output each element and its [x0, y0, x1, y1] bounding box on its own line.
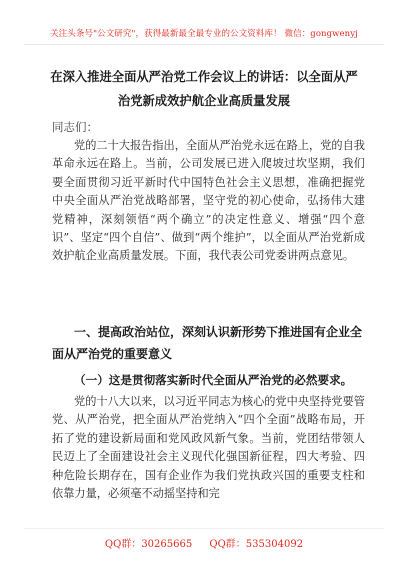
footer-contact: QQ群：30265665 QQ群：535304092: [104, 539, 304, 550]
document-title: 在深入推进全面从严治党工作会议上的讲话：以全面从严治党新成效护航企业高质量发展: [50, 69, 358, 108]
footer-divider: [24, 528, 384, 529]
subsection-heading: （一）这是贯彻落实新时代全面从严治党的必然要求。: [74, 373, 353, 387]
header-promo-note: 关注头条号"公文研究"，获得最新最全最专业的公文资料库！ 微信：gongwenyj: [50, 29, 358, 39]
header-divider: [24, 44, 384, 45]
body-paragraph: 党的十八大以来，以习近平同志为核心的党中央坚持党要管党、从严治党，把全面从严治党纳入“四个全面”战略布局，开拓了党的建设新局面和党风政风新气象。当前，党团结带领人民迈上了全面建设社会主义现代化强国新征程，四大考验、四种危险长期存在，国有企业作为我们党执政兴国的重要支柱和依靠力量，必须毫不动摇坚持和完: [52, 395, 365, 501]
body-paragraph: 党的二十大报告指出，全面从严治党永远在路上，党的自我革命永远在路上。当前，公司发展已进入爬坡过坎坚期，我们要全面贯彻习近平新时代中国特色社会主义思想，准确把握党中央全面从严治党战略部署，坚守党的初心使命，弘扬伟大建党精神，深刻领悟“两个确立”的决定性意义、增强“四个意识”、坚定“四个自信”、做到“两个维护”，以全面从严治党新成效护航企业高质量发展。下面，我代表公司党委讲两点意见。: [52, 139, 365, 263]
section-heading: 一、提高政治站位，深刻认识新形势下推进国有企业全面从严治党的重要意义: [52, 325, 363, 361]
salutation: 同志们：: [52, 120, 98, 134]
